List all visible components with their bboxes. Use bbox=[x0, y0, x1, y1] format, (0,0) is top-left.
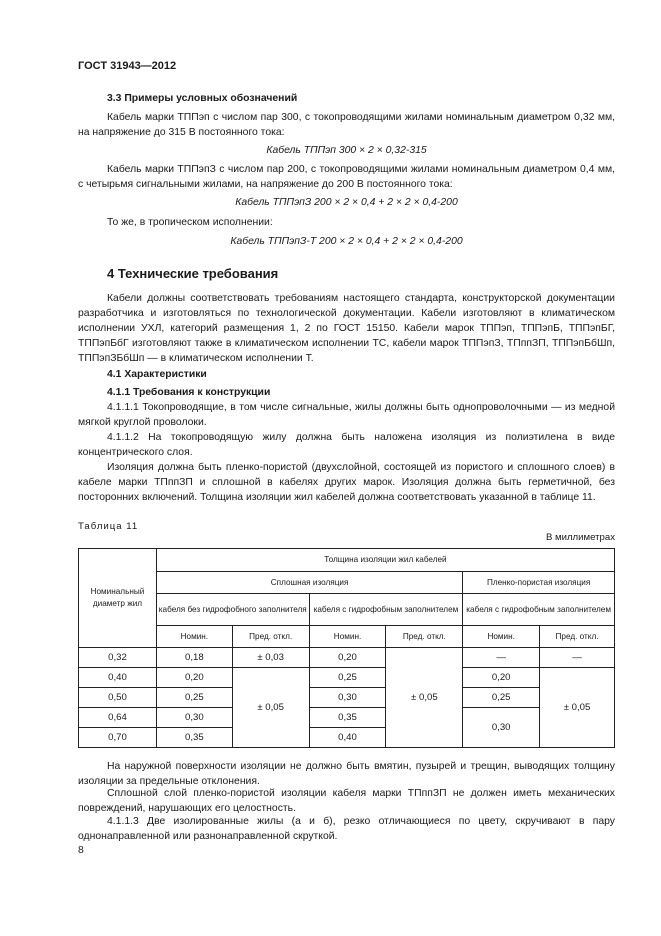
table-row bbox=[79, 708, 615, 728]
formula: Кабель ТППэпЗ 200 × 2 × 0,4 + 2 × 2 × 0,4-200 bbox=[235, 197, 458, 208]
cell-deviation: ± 0,05 bbox=[540, 668, 615, 748]
cell-deviation: ± 0,05 bbox=[232, 668, 309, 748]
section-4-title: 4 Технические требования bbox=[107, 266, 279, 281]
section-4-1-title: 4.1 Характеристики bbox=[107, 369, 207, 380]
header-filler-foam: кабеля с гидрофобным заполнителем bbox=[463, 594, 615, 626]
paragraph: 4.1.1.2 На токопроводящую жилу должна быть наложена изоляция из полиэтилена в виде концентрического слоя. bbox=[78, 432, 615, 458]
cell-value: 0,30 bbox=[156, 708, 232, 728]
cell-deviation: ± 0,03 bbox=[232, 648, 309, 668]
header-dev: Пред. откл. bbox=[386, 626, 463, 648]
header-nom: Номин. bbox=[156, 626, 232, 648]
header-no-filler: кабеля без гидрофобного заполнителя bbox=[156, 594, 309, 626]
paragraph: На наружной поверхности изоляции не должно быть вмятин, пузырей и трещин, выводящих толщину изоляции за предельные отклонения. bbox=[78, 761, 615, 787]
cell-value: 0,25 bbox=[309, 668, 386, 688]
cell-value: 0,30 bbox=[463, 708, 540, 748]
header-foam: Пленко-пористая изоляция bbox=[463, 572, 615, 594]
formula: Кабель ТППэпЗ-Т 200 × 2 × 0,4 + 2 × 2 × 0,4-200 bbox=[230, 236, 463, 247]
paragraph: 4.1.1.3 Две изолированные жилы (а и б), резко отличающиеся по цвету, скручивают в пару однонаправленной или разнонаправленной скруткой. bbox=[78, 816, 615, 842]
table-unit: В миллиметрах bbox=[545, 532, 615, 543]
cell-diameter: 0,50 bbox=[79, 688, 157, 708]
paragraph: 4.1.1.1 Токопроводящие, в том числе сигнальные, жилы должны быть однопроволочными — из медной мягкой круглой проволоки. bbox=[78, 402, 615, 428]
document-header: ГОСТ 31943—2012 bbox=[78, 60, 177, 72]
paragraph: Кабель марки ТППэп с числом пар 300, с токопроводящими жилами номинальным диаметром 0,32 мм, на напряжение до 315 В постоянного тока: bbox=[78, 112, 615, 138]
cell-diameter: 0,64 bbox=[79, 708, 157, 728]
table-caption: Таблица 11 bbox=[78, 521, 139, 532]
table-row bbox=[79, 648, 615, 668]
cell-value: 0,18 bbox=[156, 648, 232, 668]
cell-value: 0,25 bbox=[463, 688, 540, 708]
cell-deviation: — bbox=[540, 648, 615, 668]
cell-value: — bbox=[463, 648, 540, 668]
cell-value: 0,35 bbox=[156, 728, 232, 748]
cell-deviation: ± 0,05 bbox=[386, 648, 463, 748]
page-number: 8 bbox=[78, 845, 84, 856]
cell-value: 0,25 bbox=[156, 688, 232, 708]
paragraph: Изоляция должна быть пленко-пористой (двухслойной, состоящей из пористого и сплошного слоев) в кабеле марки ТПппЗП и сплошной в кабелях других марок. Изоляция должна быть герметичной, без посторонних включений. Толщина изоляции жил кабелей должна соответствовать указанной в таблице 11. bbox=[78, 462, 615, 503]
header-nom: Номин. bbox=[309, 626, 386, 648]
cell-value: 0,20 bbox=[156, 668, 232, 688]
cell-value: 0,30 bbox=[309, 688, 386, 708]
cell-value: 0,35 bbox=[309, 708, 386, 728]
formula: Кабель ТППэп 300 × 2 × 0,32-315 bbox=[266, 145, 427, 156]
insulation-thickness-table bbox=[78, 548, 615, 748]
section-3-3-title: 3.3 Примеры условных обозначений bbox=[107, 93, 298, 104]
header-dev: Пред. откл. bbox=[540, 626, 615, 648]
cell-diameter: 0,40 bbox=[79, 668, 157, 688]
paragraph: Кабель марки ТППэпЗ с числом пар 200, с токопроводящими жилами номинальным диаметром 0,4 мм, с четырьмя сигнальными жилами, на напряжение до 200 В постоянного тока: bbox=[78, 164, 615, 190]
header-nom: Номин. bbox=[463, 626, 540, 648]
cell-diameter: 0,70 bbox=[79, 728, 157, 748]
cell-diameter: 0,32 bbox=[79, 648, 157, 668]
section-4-1-1-title: 4.1.1 Требования к конструкции bbox=[107, 387, 271, 398]
paragraph: То же, в тропическом исполнении: bbox=[107, 217, 273, 228]
cell-value: 0,20 bbox=[463, 668, 540, 688]
header-dev: Пред. откл. bbox=[232, 626, 309, 648]
table-row bbox=[79, 688, 615, 708]
table-row bbox=[79, 668, 615, 688]
header-diameter: Номинальный диаметр жил bbox=[79, 549, 157, 648]
paragraph: Кабели должны соответствовать требованиям настоящего стандарта, конструкторской документации разработчика и изготовляться по технологической документации. Кабели изготовляют в климатическом исполнении УХЛ, категорий размещения 1, 2 по ГОСТ 15150. Кабели марок ТППэп, ТППэпБ, ТППэпБГ, ТППэпБбГ изготовляют также в климатическом исполнении ТС, кабели марок ТППэпЗ, ТПппЗП, ТППэпБбШп, ТППэпЗБбШп — в климатическом исполнении Т. bbox=[78, 293, 615, 364]
header-filler: кабеля с гидрофобным заполнителем bbox=[309, 594, 463, 626]
paragraph: Сплошной слой пленко-пористой изоляции кабеля марки ТПппЗП не должен иметь механических повреждений, нарушающих его целостность. bbox=[78, 788, 615, 814]
cell-value: 0,20 bbox=[309, 648, 386, 668]
header-thickness: Толщина изоляции жил кабелей bbox=[156, 549, 614, 572]
header-solid: Сплошная изоляция bbox=[156, 572, 462, 594]
cell-value: 0,40 bbox=[309, 728, 386, 748]
